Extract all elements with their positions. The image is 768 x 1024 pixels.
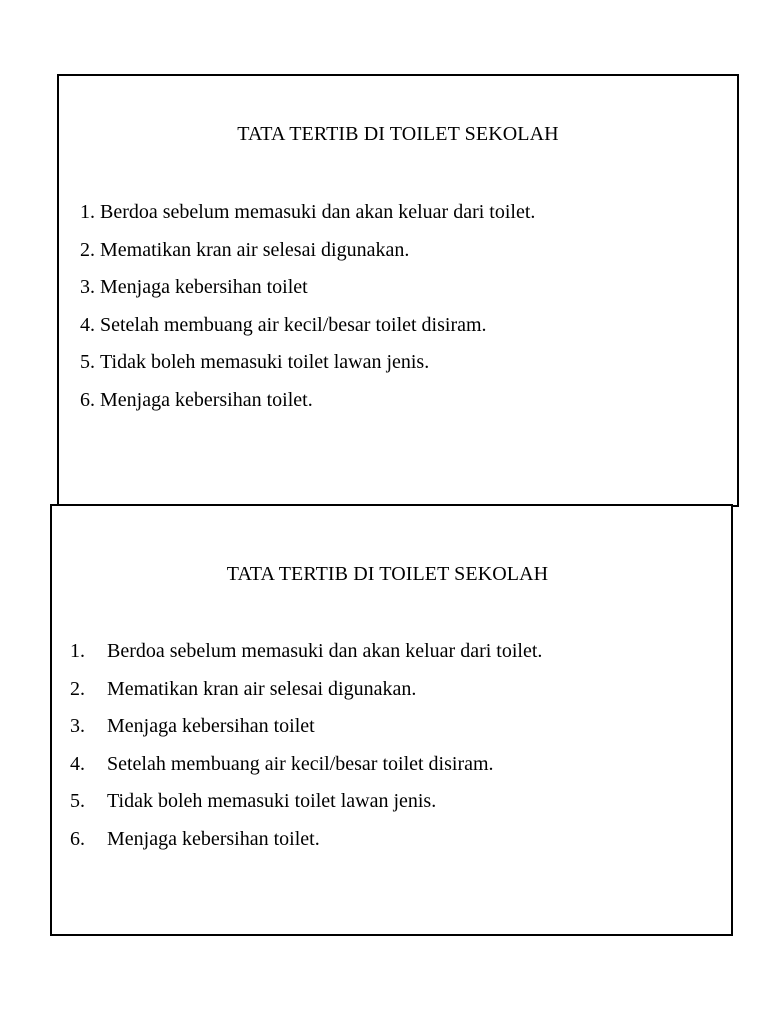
rule-list bbox=[70, 639, 542, 865]
rule-text: Menjaga kebersihan toilet bbox=[107, 715, 315, 738]
rule-text: Menjaga kebersihan toilet. bbox=[107, 827, 320, 850]
rule-text: Menjaga kebersihan toilet. bbox=[100, 388, 313, 411]
list-item bbox=[80, 275, 535, 313]
list-item bbox=[80, 388, 535, 426]
list-item bbox=[70, 789, 542, 827]
rule-number: 2. bbox=[70, 677, 85, 700]
rule-number: 4. bbox=[70, 752, 85, 775]
rule-number: 1. bbox=[80, 201, 95, 223]
rule-text: Mematikan kran air selesai digunakan. bbox=[100, 238, 410, 261]
rule-text: Tidak boleh memasuki toilet lawan jenis. bbox=[107, 790, 437, 813]
rule-number: 2. bbox=[80, 238, 95, 261]
list-item bbox=[70, 714, 542, 752]
list-item bbox=[80, 238, 535, 276]
list-item bbox=[80, 313, 535, 351]
rule-text: Menjaga kebersihan toilet bbox=[100, 276, 308, 299]
rule-number: 6. bbox=[70, 827, 85, 850]
rule-number: 1. bbox=[70, 640, 85, 662]
list-item bbox=[80, 350, 535, 388]
rule-number: 6. bbox=[80, 388, 95, 411]
rule-number: 3. bbox=[70, 715, 85, 738]
notice-box-1 bbox=[57, 74, 739, 507]
rule-number: 3. bbox=[80, 276, 95, 299]
rule-text: Setelah membuang air kecil/besar toilet disiram. bbox=[100, 313, 487, 336]
rule-text: Berdoa sebelum memasuki dan akan keluar dari toilet. bbox=[100, 201, 536, 223]
notice-title: TATA TERTIB DI TOILET SEKOLAH bbox=[226, 563, 549, 585]
rule-list bbox=[80, 200, 535, 426]
rule-number: 5. bbox=[80, 351, 95, 374]
rule-text: Mematikan kran air selesai digunakan. bbox=[107, 677, 417, 700]
rule-number: 5. bbox=[70, 790, 85, 813]
rule-text: Tidak boleh memasuki toilet lawan jenis. bbox=[100, 351, 430, 374]
list-item bbox=[70, 677, 542, 715]
rule-text: Setelah membuang air kecil/besar toilet disiram. bbox=[107, 752, 494, 775]
rule-text: Berdoa sebelum memasuki dan akan keluar dari toilet. bbox=[107, 640, 543, 662]
list-item bbox=[80, 200, 535, 238]
notice-box-2 bbox=[50, 504, 733, 936]
list-item bbox=[70, 827, 542, 865]
list-item bbox=[70, 752, 542, 790]
notice-title: TATA TERTIB DI TOILET SEKOLAH bbox=[237, 123, 559, 145]
list-item bbox=[70, 639, 542, 677]
rule-number: 4. bbox=[80, 313, 95, 336]
